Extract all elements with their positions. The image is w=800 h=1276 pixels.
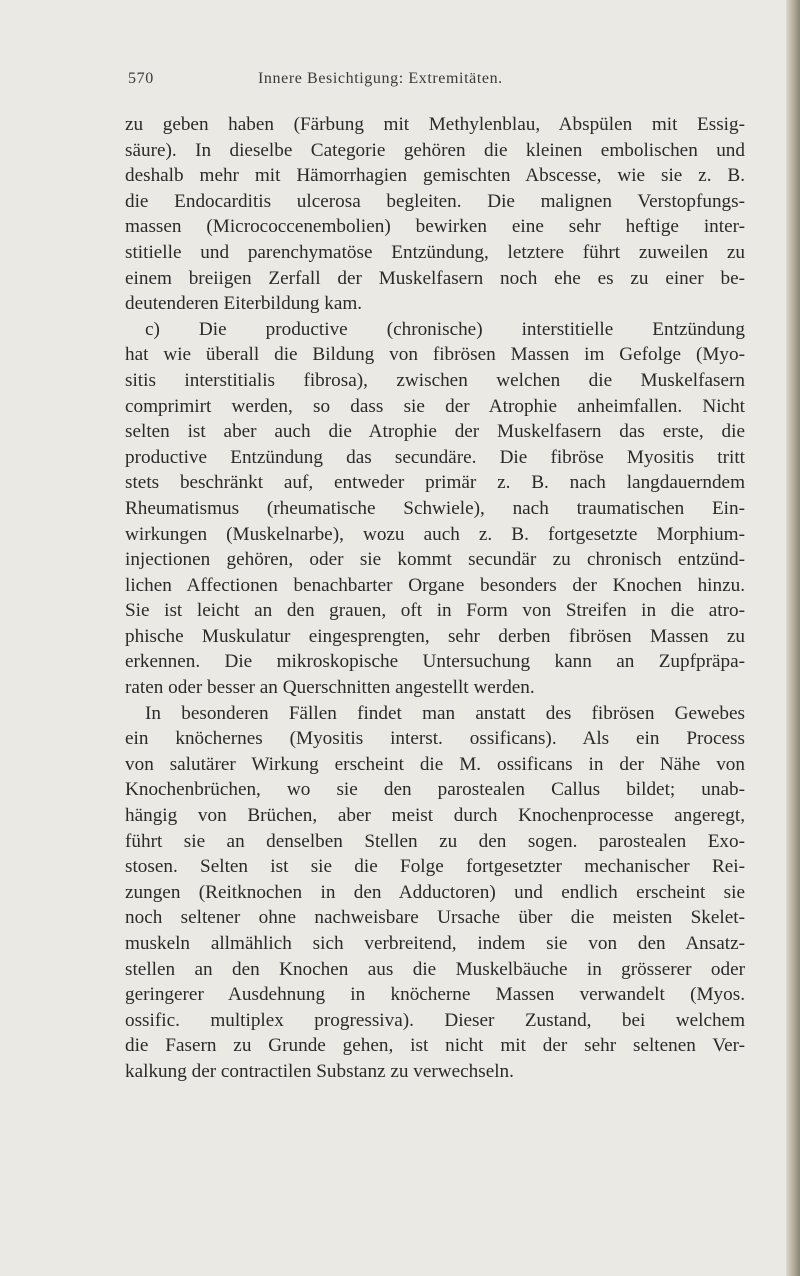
running-head: Innere Besichtigung: Extremitäten.	[258, 70, 503, 87]
page-number: 570	[128, 70, 154, 87]
text-line: stitielle und parenchymatöse Entzündung, letztere führt zuweilen zu	[125, 241, 745, 263]
text-line: In besonderen Fällen findet man anstatt des fibrösen Gewebes	[145, 702, 745, 724]
text-line: c) Die productive (chronische) interstitielle Entzündung	[145, 318, 745, 340]
text-line: muskeln allmählich sich verbreitend, indem sie von den Ansatz-	[125, 933, 745, 954]
text-line: Sie ist leicht an den grauen, oft in Form von Streifen in die atro-	[125, 600, 745, 622]
text-line: wirkungen (Muskelnarbe), wozu auch z. B. fortgesetzte Morphium-	[125, 523, 745, 545]
text-line: geringerer Ausdehnung in knöcherne Massen verwandelt (Myos.	[125, 984, 745, 1006]
text-line: raten oder besser an Querschnitten angestellt werden.	[125, 677, 535, 699]
text-line: stets beschränkt auf, entweder primär z. B. nach langdauerndem	[125, 472, 745, 494]
text-line: führt sie an denselben Stellen zu den sogen. parostealen Exo-	[125, 830, 745, 852]
text-line: deutenderen Eiterbildung kam.	[125, 293, 363, 315]
page-edge	[786, 0, 800, 1276]
text-line: ein knöchernes (Myositis interst. ossificans). Als ein Process	[125, 728, 745, 750]
text-line: hat wie überall die Bildung von fibrösen Massen im Gefolge (Myo-	[125, 344, 745, 366]
text-line: die Endocarditis ulcerosa begleiten. Die malignen Verstopfungs-	[125, 190, 745, 212]
text-line: zungen (Reitknochen in den Adductoren) und endlich erscheint sie	[125, 881, 745, 903]
text-line: selten ist aber auch die Atrophie der Muskelfasern das erste, die	[125, 421, 745, 443]
text-line: noch seltener ohne nachweisbare Ursache über die meisten Skelet-	[125, 907, 745, 929]
text-line: phische Muskulatur eingesprengten, sehr derben fibrösen Massen zu	[125, 625, 745, 647]
text-line: stosen. Selten ist sie die Folge fortgesetzter mechanischer Rei-	[125, 856, 745, 878]
text-line: Rheumatismus (rheumatische Schwiele), nach traumatischen Ein-	[125, 497, 745, 519]
text-line: einem breiigen Zerfall der Muskelfasern noch ehe es zu einer be-	[125, 267, 745, 289]
page-header	[128, 70, 728, 94]
text-line: productive Entzündung das secundäre. Die fibröse Myositis tritt	[125, 446, 745, 468]
text-line: deshalb mehr mit Hämorrhagien gemischten Abscesse, wie sie z. B.	[125, 165, 745, 187]
text-line: massen (Micrococcenembolien) bewirken eine sehr heftige inter-	[125, 216, 745, 238]
text-line: erkennen. Die mikroskopische Untersuchung kann an Zupfpräpa-	[125, 651, 745, 673]
text-line: säure). In dieselbe Categorie gehören die kleinen embolischen und	[125, 139, 745, 161]
text-line: lichen Affectionen benachbarter Organe besonders der Knochen hinzu.	[125, 574, 745, 596]
text-line: zu geben haben (Färbung mit Methylenblau, Abspülen mit Essig-	[125, 114, 745, 135]
text-line: injectionen gehören, oder sie kommt secundär zu chronisch entzünd-	[125, 549, 745, 571]
body-text	[125, 112, 745, 1085]
text-line: kalkung der contractilen Substanz zu verwechseln.	[125, 1060, 514, 1082]
text-line: ossific. multiplex progressiva). Dieser Zustand, bei welchem	[125, 1009, 745, 1031]
text-line: sitis interstitialis fibrosa), zwischen welchen die Muskelfasern	[125, 369, 745, 391]
text-line: die Fasern zu Grunde gehen, ist nicht mit der sehr seltenen Ver-	[125, 1035, 745, 1057]
text-line: Knochenbrüchen, wo sie den parostealen Callus bildet; unab-	[125, 779, 745, 801]
text-line: comprimirt werden, so dass sie der Atrophie anheimfallen. Nicht	[125, 395, 745, 417]
text-line: hängig von Brüchen, aber meist durch Knochenprocesse angeregt,	[125, 805, 745, 827]
text-line: von salutärer Wirkung erscheint die M. ossificans in der Nähe von	[125, 753, 745, 775]
text-line: stellen an den Knochen aus die Muskelbäuche in grösserer oder	[125, 958, 745, 980]
